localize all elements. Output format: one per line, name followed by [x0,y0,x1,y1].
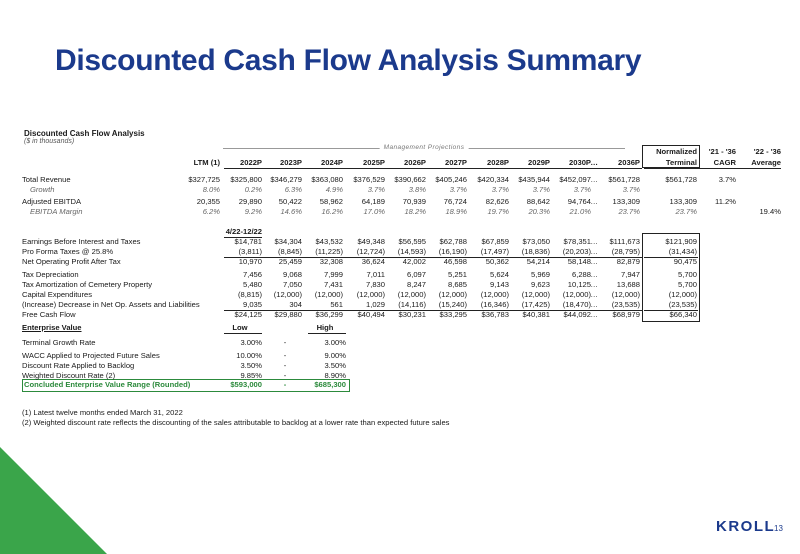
terminal-value: $66,340 [669,310,697,319]
projection-value: 7,830 [365,280,385,289]
projection-value: 3.8% [408,185,426,194]
terminal-value: (31,434) [668,247,697,256]
cagr-years-header: '21 - '36 [708,147,736,156]
row-label: Total Revenue [22,175,71,184]
projection-value: 29,890 [238,197,262,206]
projection-value: … [590,237,598,246]
row-label: EBITDA Margin [30,207,83,216]
ev-dash: - [283,351,287,360]
projection-value: $43,532 [315,237,343,246]
row-label: Earnings Before Interest and Taxes [22,237,141,246]
ltm-value: $327,725 [188,175,220,184]
year-header: … [590,158,598,167]
projection-value: 54,214 [526,257,550,266]
conclusion-low: $593,000 [230,380,262,389]
projection-value: $33,295 [439,310,467,319]
projection-value: 23.7% [618,207,640,216]
projection-value: $67,859 [481,237,509,246]
projection-value: 3.7% [573,185,591,194]
projection-value: $376,529 [353,175,385,184]
projection-value: (12,000) [314,290,343,299]
projection-value: (23,535) [611,300,640,309]
row-label: (Increase) Decrease in Net Op. Assets and Liabilities [22,300,200,309]
projection-value: 6,097 [406,270,426,279]
row-label: Free Cash Flow [22,310,76,319]
projection-value: $40,494 [357,310,385,319]
projection-value: (15,240) [438,300,467,309]
year-header: 2030P [569,158,591,167]
projection-value: … [590,310,598,319]
projection-value: 16.2% [321,207,343,216]
projection-value: $44,092 [563,310,591,319]
projection-value: 304 [289,300,302,309]
projection-value: 58,962 [319,197,343,206]
projection-value: 14.6% [280,207,302,216]
projection-value: 6,288 [571,270,591,279]
ev-high-value: 8.90% [324,371,346,380]
projection-value: … [590,290,598,299]
projection-value: 70,939 [402,197,426,206]
projection-value: 25,459 [278,257,302,266]
projection-value: … [590,197,598,206]
projection-value: 9.2% [244,207,262,216]
projection-value: … [590,270,598,279]
terminal-header: Terminal [665,158,697,167]
header-rule-projections [224,168,642,169]
high-header-rule [308,333,346,334]
management-projections-label: Management Projections [380,144,469,151]
ev-low-value: 3.50% [240,361,262,370]
projection-value: 7,456 [242,270,262,279]
ev-row-label: Discount Rate Applied to Backlog [22,361,135,370]
projection-value: 8,247 [406,280,426,289]
projection-value: (14,116) [398,300,426,309]
projection-value: $40,381 [522,310,550,319]
projection-value: 9,623 [530,280,550,289]
ltm-header: LTM (1) [193,158,220,167]
projection-value: 10,125 [567,280,591,289]
projection-value: $325,800 [230,175,262,184]
projection-value: 13,688 [616,280,640,289]
projection-value: (28,795) [611,247,640,256]
projection-value: (18,836) [521,247,550,256]
projection-value: (17,497) [480,247,509,256]
projection-value: 7,011 [366,270,385,279]
average-header: Average [751,158,781,167]
normalized-header: Normalized [656,147,697,156]
projection-value: $62,788 [439,237,467,246]
ev-dash: - [283,361,287,370]
terminal-value: 90,475 [673,257,697,266]
projection-value: 19.7% [487,207,509,216]
footnote-1: (1) Latest twelve months ended March 31, 2022 [22,408,183,417]
projection-value: 58,148 [567,257,591,266]
terminal-value: 5,700 [677,270,697,279]
nopat-rule [224,257,642,258]
projection-value: (12,000) [438,290,467,299]
ltm-value: 6.2% [202,207,220,216]
projection-value: 82,879 [616,257,640,266]
projection-value: 32,308 [319,257,343,266]
projection-value: … [590,247,598,256]
ev-row-label: WACC Applied to Projected Future Sales [22,351,160,360]
projection-value: (14,593) [397,247,426,256]
projection-value: 7,431 [323,280,343,289]
projection-value: 42,002 [402,257,426,266]
projection-value: 50,362 [485,257,509,266]
row-label: Net Operating Profit After Tax [22,257,121,266]
projection-value: $49,348 [357,237,385,246]
average-value: 19.4% [759,207,781,216]
projection-value: $420,334 [477,175,509,184]
projection-value: (12,000) [562,290,591,299]
projection-value: 1,029 [365,300,385,309]
ltm-value: 20,355 [196,197,220,206]
projection-value: 3.7% [491,185,509,194]
projection-value: $111,673 [609,237,640,246]
projection-value: (12,000) [356,290,385,299]
conclusion-high: $685,300 [314,380,346,389]
footnote-2: (2) Weighted discount rate reflects the discounting of the sales attributable to backlog at a lower rate than expected future sales [22,418,450,427]
projection-value: 3.7% [367,185,385,194]
page-title: Discounted Cash Flow Analysis Summary [55,44,642,77]
terminal-value: 23.7% [675,207,697,216]
low-header-rule [224,333,262,334]
projection-value: 20.3% [528,207,550,216]
conclusion-dash: - [283,380,287,389]
projection-value: 18.2% [404,207,426,216]
projection-value: 88,642 [526,197,550,206]
projection-value: … [590,257,598,266]
projection-value: (12,724) [356,247,385,256]
projection-value: 3.7% [532,185,550,194]
ev-high-value: 9.00% [324,351,346,360]
enterprise-value-title: Enterprise Value [22,323,82,332]
terminal-value: $121,909 [665,237,697,246]
projection-value: 7,999 [323,270,343,279]
projection-value: (12,000) [611,290,640,299]
row-label: Pro Forma Taxes @ 25.8% [22,247,114,256]
projection-value: $68,979 [612,310,640,319]
cagr-header: CAGR [713,158,736,167]
terminal-value: 133,309 [669,197,697,206]
projection-value: 36,624 [361,257,385,266]
projection-value: (16,190) [438,247,467,256]
projection-value: (11,225) [315,247,343,256]
projection-value: 6.3% [284,185,302,194]
stub-period-label: 4/22-12/22 [225,227,262,236]
projection-value: $36,299 [315,310,343,319]
projection-value: (3,811) [238,247,262,256]
projection-value: $29,880 [274,310,302,319]
projection-value: $34,304 [274,237,302,246]
row-label: Adjusted EBITDA [22,197,82,206]
projection-value: $346,279 [270,175,302,184]
projection-value: 133,309 [612,197,640,206]
row-label: Capital Expenditures [22,290,93,299]
year-header: 2026P [404,158,426,167]
row-label: Tax Depreciation [22,270,79,279]
projection-value: 64,189 [361,197,385,206]
projection-value: (12,000) [397,290,426,299]
projection-value: 9,068 [282,270,302,279]
projection-value: 8,685 [447,280,467,289]
ev-row-label: Terminal Growth Rate [22,338,96,347]
fcf-rule [224,310,642,311]
nopat-rule-terminal [644,257,698,258]
ev-low-value: 10.00% [236,351,262,360]
projection-value: (8,845) [277,247,302,256]
projection-value: 10,970 [238,257,262,266]
projection-value: … [590,175,598,184]
projection-value: … [590,280,598,289]
projection-value: 7,050 [282,280,302,289]
projection-value: $435,944 [518,175,550,184]
fcf-rule-terminal [644,310,698,311]
year-header: 2023P [280,158,302,167]
management-projections-header [223,144,625,157]
projection-value: $14,781 [234,237,262,246]
projection-value: 4.9% [325,185,343,194]
section-subtitle: ($ in thousands) [24,138,75,145]
projection-value: 5,480 [242,280,262,289]
year-header: 2029P [528,158,550,167]
projection-value: (12,000) [480,290,509,299]
ev-dash: - [283,371,287,380]
conclusion-label: Concluded Enterprise Value Range (Rounded) [24,380,191,389]
projection-value: 82,626 [485,197,509,206]
projection-value: $36,783 [481,310,509,319]
cagr-value: 11.2% [715,197,736,206]
projection-value: $390,662 [394,175,426,184]
projection-value: 5,624 [489,270,509,279]
projection-value: $405,246 [435,175,467,184]
row-label: Growth [30,185,55,194]
kroll-logo: KROLL [716,518,776,535]
page-number: 13 [774,524,783,533]
projection-value: $452,097 [559,175,591,184]
ev-dash: - [283,338,287,347]
year-header: 2027P [445,158,467,167]
row-label: Tax Amortization of Cemetery Property [22,280,152,289]
ev-low-value: 9.85% [240,371,262,380]
cagr-value: 3.7% [718,175,736,184]
projection-value: (16,346) [480,300,509,309]
projection-value: (12,000) [521,290,550,299]
projection-value: 5,969 [530,270,550,279]
projection-value: 561 [330,300,343,309]
projection-value: 76,724 [443,197,467,206]
green-corner-decoration [0,447,107,554]
year-header: 2028P [487,158,509,167]
projection-value: 7,947 [620,270,640,279]
ev-high-value: 3.50% [324,361,346,370]
projection-value: $30,231 [398,310,426,319]
projection-value: (20,203) [562,247,591,256]
ltm-value: 8.0% [202,185,220,194]
projection-value: 21.0% [569,207,591,216]
projection-value: 3.7% [622,185,640,194]
ev-row-label: Weighted Discount Rate (2) [22,371,116,380]
projection-value: 5,251 [447,270,467,279]
projection-value: (8,815) [237,290,262,299]
ev-high-value: 3.00% [324,338,346,347]
projection-value: $24,125 [234,310,262,319]
projection-value: 94,764 [567,197,591,206]
header-rule-terminal [644,168,781,169]
projection-value: 17.0% [363,207,385,216]
section-title: Discounted Cash Flow Analysis [24,129,145,138]
low-header: Low [232,323,248,332]
projection-value: 9,035 [242,300,262,309]
year-header: 2024P [321,158,343,167]
projection-value: 9,143 [489,280,509,289]
projection-value: (12,000) [273,290,302,299]
projection-value: (17,425) [521,300,550,309]
terminal-value: $561,728 [665,175,697,184]
year-header: 2025P [363,158,385,167]
terminal-value: 5,700 [677,280,697,289]
year-header: 2036P [618,158,640,167]
high-header: High [316,323,334,332]
projection-value: 18.9% [445,207,467,216]
projection-value: 50,422 [278,197,302,206]
projection-value: $363,080 [311,175,343,184]
projection-value: 46,598 [443,257,467,266]
projection-value: $56,595 [398,237,426,246]
projection-value: $561,728 [608,175,640,184]
projection-value: 3.7% [449,185,467,194]
projection-value: 0.2% [244,185,262,194]
terminal-value: (12,000) [668,290,697,299]
ev-low-value: 3.00% [240,338,262,347]
year-header: 2022P [240,158,262,167]
projection-value: (18,470) [562,300,591,309]
projection-value: $73,050 [522,237,550,246]
average-years-header: '22 - '36 [753,147,781,156]
projection-value: $78,351 [563,237,591,246]
projection-value: … [590,300,598,309]
terminal-value: (23,535) [668,300,697,309]
